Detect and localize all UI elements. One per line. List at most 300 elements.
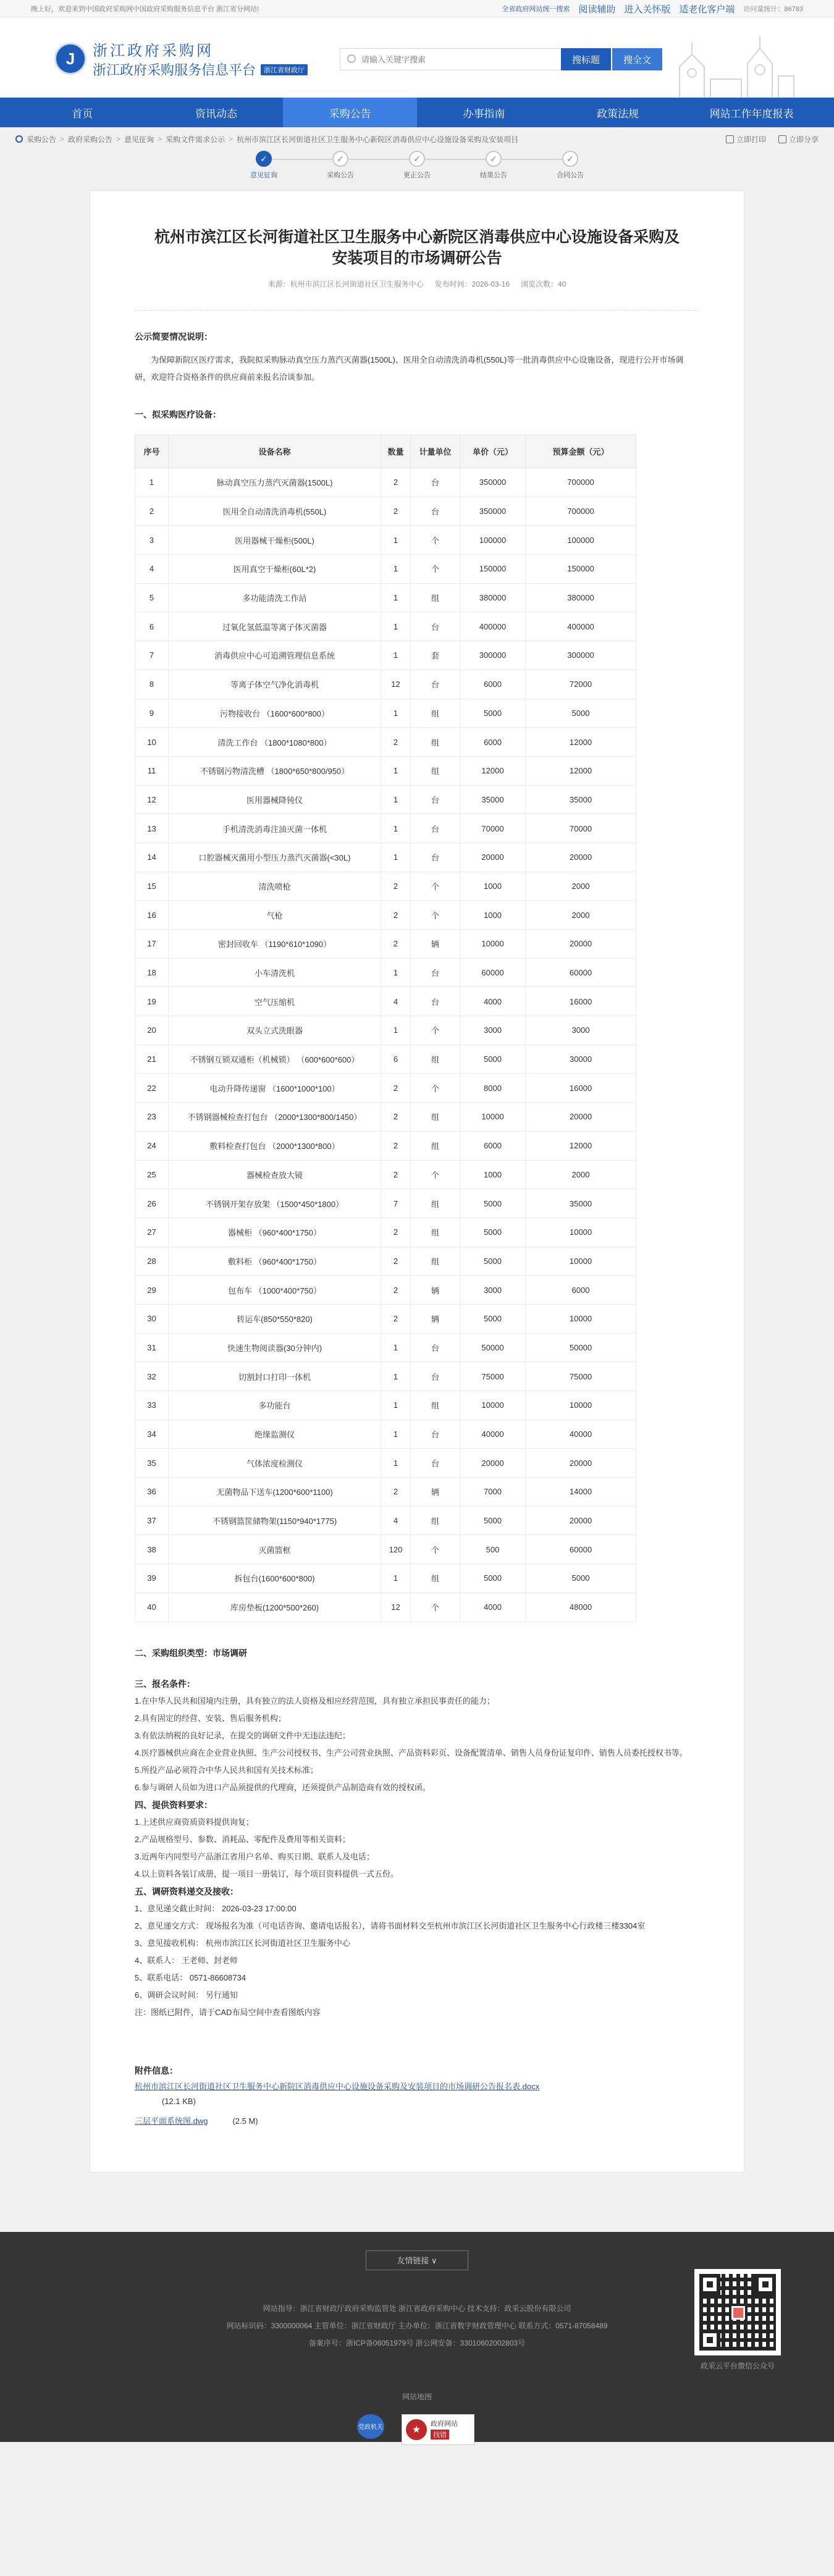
table-cell: 2 — [381, 901, 411, 930]
table-cell: 台 — [411, 987, 460, 1016]
table-cell: 28 — [135, 1247, 169, 1276]
table-cell: 2 — [135, 497, 169, 526]
table-row — [135, 843, 636, 872]
step-correction-notice[interactable]: ✓ 更正公告 — [379, 151, 455, 190]
table-cell: 3000 — [460, 1276, 526, 1305]
nav-home[interactable]: 首页 — [72, 107, 93, 120]
table-cell: 150000 — [526, 555, 636, 584]
check-icon: ✓ — [256, 151, 272, 167]
equipment-table — [135, 434, 636, 1622]
table-cell: 台 — [411, 958, 460, 987]
care-version-link[interactable]: 进入关怀版 — [624, 4, 671, 15]
table-cell: 38 — [135, 1535, 169, 1564]
table-row — [135, 728, 636, 757]
table-cell: 20000 — [526, 1103, 636, 1132]
table-cell: 2 — [381, 1160, 411, 1189]
table-cell: 30000 — [526, 1045, 636, 1074]
procurement-progress — [15, 151, 819, 190]
table-cell: 1 — [381, 785, 411, 814]
table-cell: 24 — [135, 1131, 169, 1160]
table-cell: 6000 — [460, 1131, 526, 1160]
table-cell: 16000 — [526, 987, 636, 1016]
table-cell: 400000 — [460, 612, 526, 641]
table-cell: 不锈钢篮筐储物架(1150*940*1775) — [169, 1506, 381, 1535]
table-cell: 敷料检查打包台 （2000*1300*800） — [169, 1131, 381, 1160]
table-row — [135, 1535, 636, 1564]
intro-heading: 公示简要情况说明： — [135, 332, 213, 342]
table-cell: 个 — [411, 901, 460, 930]
share-icon — [778, 135, 786, 143]
table-row — [135, 1333, 636, 1362]
table-cell: 辆 — [411, 1276, 460, 1305]
main-nav — [0, 98, 834, 127]
gov-site-error-report[interactable]: ★ 政府网站 找错 — [402, 2414, 474, 2445]
table-cell: 切割封口打印一体机 — [169, 1362, 381, 1391]
table-cell: 4000 — [460, 987, 526, 1016]
table-cell: 60000 — [526, 1535, 636, 1564]
table-cell: 2 — [381, 1478, 411, 1507]
step-consultation[interactable]: ✓ 意见征询 — [225, 151, 302, 190]
table-cell: 组 — [411, 1045, 460, 1074]
breadcrumb-item[interactable]: 采购公告 — [27, 135, 57, 144]
site-tag: 浙江省财政厅 — [261, 64, 308, 75]
table-cell: 10000 — [460, 1391, 526, 1420]
table-cell: 1 — [381, 583, 411, 612]
table-cell: 380000 — [526, 583, 636, 612]
table-cell: 5000 — [460, 1189, 526, 1218]
table-cell: 10000 — [526, 1218, 636, 1247]
table-cell: 医用全自动清洗消毒机(550L) — [169, 497, 381, 526]
table-cell: 过氧化氢低温等离子体灭菌器 — [169, 612, 381, 641]
table-cell: 4000 — [460, 1593, 526, 1622]
table-cell: 23 — [135, 1103, 169, 1132]
table-cell: 2 — [381, 1304, 411, 1333]
table-cell: 3000 — [460, 1016, 526, 1045]
table-cell: 10000 — [526, 1391, 636, 1420]
table-cell: 27 — [135, 1218, 169, 1247]
article-meta: 来源：杭州市滨江区长河街道社区卫生服务中心 发布时间：2026-03-16 浏览次数：40 — [135, 279, 699, 311]
table-row — [135, 699, 636, 728]
table-cell: 40 — [135, 1593, 169, 1622]
table-cell: 5000 — [460, 1564, 526, 1593]
attachment-list — [135, 2079, 699, 2129]
table-cell: 7 — [381, 1189, 411, 1218]
table-cell: 37 — [135, 1506, 169, 1535]
table-cell: 组 — [411, 1391, 460, 1420]
site-logo[interactable] — [54, 38, 308, 79]
table-row — [135, 756, 636, 785]
table-cell: 50000 — [460, 1333, 526, 1362]
table-row — [135, 814, 636, 843]
table-cell: 2 — [381, 1218, 411, 1247]
table-cell: 辆 — [411, 1478, 460, 1507]
table-cell: 1 — [381, 1564, 411, 1593]
table-cell: 150000 — [460, 555, 526, 584]
table-cell: 无菌物品下送车(1200*600*1100) — [169, 1478, 381, 1507]
table-cell: 120 — [381, 1535, 411, 1564]
table-cell: 个 — [411, 872, 460, 901]
table-cell: 器械检查放大镜 — [169, 1160, 381, 1189]
table-cell: 12 — [135, 785, 169, 814]
table-cell: 清洗工作台 （1800*1080*800） — [169, 728, 381, 757]
table-cell: 7000 — [460, 1478, 526, 1507]
table-cell: 72000 — [526, 670, 636, 699]
table-cell: 20000 — [526, 1449, 636, 1478]
table-cell: 1 — [381, 526, 411, 555]
search-bar — [340, 48, 662, 70]
table-cell: 100000 — [460, 526, 526, 555]
table-cell: 1000 — [460, 1160, 526, 1189]
table-cell: 转运车(850*550*820) — [169, 1304, 381, 1333]
table-cell: 17 — [135, 930, 169, 959]
col-header: 设备名称 — [169, 435, 381, 468]
table-cell: 70000 — [460, 814, 526, 843]
table-row — [135, 1420, 636, 1449]
table-cell: 1 — [381, 1333, 411, 1362]
table-cell: 12000 — [526, 728, 636, 757]
nav-news[interactable]: 资讯动态 — [195, 107, 237, 120]
table-row — [135, 1189, 636, 1218]
table-row — [135, 526, 636, 555]
check-icon: ✓ — [332, 151, 348, 167]
step-procurement-notice[interactable]: ✓ 采购公告 — [302, 151, 379, 190]
table-cell: 5000 — [526, 699, 636, 728]
table-cell: 4 — [381, 1506, 411, 1535]
table-cell: 2000 — [526, 901, 636, 930]
table-cell: 12 — [381, 1593, 411, 1622]
table-row — [135, 1449, 636, 1478]
table-row — [135, 1276, 636, 1305]
page-title: 杭州市滨江区长河街道社区卫生服务中心新院区消毒供应中心设施设备采购及安装项目的市场调研公告 — [154, 229, 680, 267]
submission-item: 5、联系电话： 0571-86608734 — [135, 1972, 246, 1982]
breadcrumb-item[interactable]: 政府采购公告 — [68, 135, 113, 144]
gov-search-link[interactable]: 全省政府网站统一搜索 — [502, 6, 570, 13]
table-cell: 电动升降传递窗 （1600*1000*100） — [169, 1074, 381, 1103]
table-cell: 31 — [135, 1333, 169, 1362]
site-map-link[interactable]: 网站地图 — [402, 2392, 432, 2401]
site-header — [0, 17, 834, 98]
site-title: 浙江政府采购网 — [93, 43, 214, 59]
emblem-icon: J — [54, 43, 86, 75]
table-cell: 台 — [411, 1333, 460, 1362]
submission-note: 注：图纸已附件，请于CAD布局空间中查看图纸内容 — [135, 2007, 321, 2017]
section-materials-heading: 四、提供资料要求： — [135, 1799, 213, 1810]
table-cell: 2 — [381, 468, 411, 497]
table-cell: 台 — [411, 497, 460, 526]
search-input[interactable] — [340, 48, 561, 70]
table-cell: 5000 — [460, 699, 526, 728]
table-cell: 台 — [411, 468, 460, 497]
table-cell: 脉动真空压力蒸汽灭菌器(1500L) — [169, 468, 381, 497]
print-button[interactable]: 立即打印 — [726, 134, 766, 145]
table-cell: 器械柜 （960*400*1750） — [169, 1218, 381, 1247]
table-cell: 75000 — [526, 1362, 636, 1391]
table-cell: 等离子体空气净化消毒机 — [169, 670, 381, 699]
col-header: 预算金额（元） — [526, 435, 636, 468]
table-cell: 6000 — [460, 670, 526, 699]
table-cell: 16000 — [526, 1074, 636, 1103]
table-row — [135, 930, 636, 959]
nav-annual-report[interactable]: 网站工作年度报表 — [709, 107, 794, 120]
table-cell: 4 — [135, 555, 169, 584]
table-cell: 手机清洗消毒注油灭菌一体机 — [169, 814, 381, 843]
table-cell: 1 — [381, 1362, 411, 1391]
table-cell: 台 — [411, 1449, 460, 1478]
col-header: 计量单位 — [411, 435, 460, 468]
col-header: 单价（元） — [460, 435, 526, 468]
table-cell: 500 — [460, 1535, 526, 1564]
breadcrumb-current: 杭州市滨江区长河街道社区卫生服务中心新院区消毒供应中心设施设备采购及安装项目 — [237, 135, 519, 144]
table-cell: 敷料柜 （960*400*1750） — [169, 1247, 381, 1276]
table-row — [135, 1103, 636, 1132]
table-cell: 75000 — [460, 1362, 526, 1391]
table-cell: 台 — [411, 1420, 460, 1449]
table-cell: 2 — [381, 728, 411, 757]
table-row — [135, 1131, 636, 1160]
table-cell: 组 — [411, 1247, 460, 1276]
table-cell: 2 — [381, 1074, 411, 1103]
table-cell: 19 — [135, 987, 169, 1016]
nav-policy[interactable]: 政策法规 — [597, 107, 639, 120]
table-cell: 2000 — [526, 872, 636, 901]
table-cell: 台 — [411, 1362, 460, 1391]
submission-item: 3、意见接收机构： 杭州市滨江区长河街道社区卫生服务中心 — [135, 1938, 350, 1948]
friendly-links-dropdown[interactable]: 友情链接 ∨ — [366, 2250, 468, 2270]
aging-client-link[interactable]: 适老化客户端 — [679, 4, 735, 15]
table-cell: 1 — [381, 843, 411, 872]
table-cell: 700000 — [526, 468, 636, 497]
location-icon — [15, 135, 23, 143]
table-row — [135, 555, 636, 584]
table-cell: 台 — [411, 612, 460, 641]
table-cell: 14000 — [526, 1478, 636, 1507]
table-row — [135, 1218, 636, 1247]
table-cell: 25 — [135, 1160, 169, 1189]
table-cell: 小车清洗机 — [169, 958, 381, 987]
table-cell: 台 — [411, 843, 460, 872]
table-row — [135, 497, 636, 526]
article-container — [90, 190, 744, 2173]
material-item: 2.产品规格型号、参数、消耗品、零配件及费用等相关资料； — [135, 1834, 350, 1844]
table-cell: 污物接收台 （1600*600*800） — [169, 699, 381, 728]
step-result-notice[interactable]: ✓ 结果公告 — [455, 151, 532, 190]
table-cell: 21 — [135, 1045, 169, 1074]
attachment-size: (2.5 M) — [232, 2116, 258, 2126]
table-row — [135, 1304, 636, 1333]
table-row — [135, 785, 636, 814]
table-row — [135, 1391, 636, 1420]
table-cell: 医用器械降钝仪 — [169, 785, 381, 814]
table-cell: 700000 — [526, 497, 636, 526]
attachments-heading: 附件信息： — [135, 2065, 178, 2076]
table-row — [135, 468, 636, 497]
table-cell: 密封回收车 （1190*610*1090） — [169, 930, 381, 959]
table-cell: 库房垫板(1200*500*260) — [169, 1593, 381, 1622]
table-row — [135, 1247, 636, 1276]
search-fulltext-button[interactable]: 搜全文 — [612, 48, 662, 70]
attachment-link[interactable]: 杭州市滨江区长河街道社区卫生服务中心新院区消毒供应中心设施设备采购及安装项目的市场调研公告报名表.docx — [135, 2081, 540, 2091]
qr-code-icon — [694, 2269, 781, 2355]
table-cell: 不锈钢开架存放架 （1500*450*1800） — [169, 1189, 381, 1218]
table-cell: 32 — [135, 1362, 169, 1391]
breadcrumb-item[interactable]: 意见征询 — [124, 135, 154, 144]
table-cell: 组 — [411, 699, 460, 728]
submission-item: 6、调研会议时间： 另行通知 — [135, 1990, 238, 2000]
table-cell: 35000 — [526, 785, 636, 814]
table-cell: 2 — [381, 1103, 411, 1132]
table-cell: 消毒供应中心可追溯管理信息系统 — [169, 641, 381, 670]
table-cell: 组 — [411, 1103, 460, 1132]
table-cell: 7 — [135, 641, 169, 670]
table-cell: 380000 — [460, 583, 526, 612]
table-cell: 60000 — [526, 958, 636, 987]
table-cell: 1 — [381, 1391, 411, 1420]
table-cell: 8 — [135, 670, 169, 699]
table-row — [135, 1362, 636, 1391]
material-item: 4.以上资料各装订成册，提一项目一册装订，每个项目资料提供一式五份。 — [135, 1869, 398, 1879]
table-cell: 包布车 （1000*400*750） — [169, 1276, 381, 1305]
article-date: 2026-03-16 — [471, 280, 510, 288]
breadcrumb-item[interactable]: 采购文件需求公示 — [166, 135, 225, 144]
condition-item: 3.有依法纳税的良好记录，在提交的调研文件中无违法违纪； — [135, 1730, 350, 1740]
table-cell: 12000 — [526, 1131, 636, 1160]
table-cell: 9 — [135, 699, 169, 728]
condition-item: 6.参与调研人员如为进口产品须提供的代理商，还须提供产品制造商有效的授权函。 — [135, 1782, 431, 1792]
condition-item: 2.具有固定的经营、安装、售后服务机构； — [135, 1713, 286, 1723]
table-cell: 350000 — [460, 497, 526, 526]
table-cell: 1 — [381, 699, 411, 728]
table-cell: 20000 — [460, 1449, 526, 1478]
table-cell: 12000 — [460, 756, 526, 785]
site-footer — [0, 2232, 834, 2442]
reading-aid-link[interactable]: 阅读辅助 — [578, 4, 616, 15]
article-source: 杭州市滨江区长河街道社区卫生服务中心 — [290, 280, 424, 288]
table-row — [135, 583, 636, 612]
table-cell: 辆 — [411, 1304, 460, 1333]
nav-procurement-notices[interactable]: 采购公告 — [283, 98, 417, 127]
table-cell: 2 — [381, 1247, 411, 1276]
table-cell: 多功能清洗工作站 — [169, 583, 381, 612]
table-cell: 20000 — [526, 930, 636, 959]
table-cell: 300000 — [526, 641, 636, 670]
table-cell: 40000 — [526, 1420, 636, 1449]
building-decoration-icon — [667, 30, 797, 98]
table-cell: 台 — [411, 785, 460, 814]
check-icon: ✓ — [562, 151, 578, 167]
table-cell: 灭菌篮框 — [169, 1535, 381, 1564]
site-subtitle: 浙江政府采购服务信息平台 — [93, 62, 256, 78]
table-cell: 13 — [135, 814, 169, 843]
table-row — [135, 1045, 636, 1074]
table-cell: 300000 — [460, 641, 526, 670]
table-row — [135, 1593, 636, 1622]
table-row — [135, 670, 636, 699]
table-cell: 个 — [411, 1593, 460, 1622]
table-cell: 18 — [135, 958, 169, 987]
table-cell: 34 — [135, 1420, 169, 1449]
section-org-type: 二、采购组织类型：市场调研 — [135, 1648, 247, 1658]
table-cell: 4 — [381, 987, 411, 1016]
table-cell: 组 — [411, 1506, 460, 1535]
col-header: 数量 — [381, 435, 411, 468]
table-cell: 22 — [135, 1074, 169, 1103]
search-title-button[interactable]: 搜标题 — [561, 48, 611, 70]
table-cell: 5000 — [460, 1506, 526, 1535]
table-cell: 20000 — [460, 843, 526, 872]
table-cell: 组 — [411, 1189, 460, 1218]
table-cell: 26 — [135, 1189, 169, 1218]
table-cell: 5000 — [460, 1045, 526, 1074]
table-cell: 组 — [411, 583, 460, 612]
table-cell: 39 — [135, 1564, 169, 1593]
table-cell: 个 — [411, 1160, 460, 1189]
top-bar — [0, 0, 834, 17]
table-cell: 6000 — [526, 1276, 636, 1305]
table-row — [135, 987, 636, 1016]
table-cell: 15 — [135, 872, 169, 901]
condition-item: 4.医疗器械供应商在企业营业执照、生产公司授权书、生产公司营业执照、产品资料彩页、设备配置清单、销售人员身份证复印件、销售人员委托授权书等。 — [135, 1748, 688, 1757]
table-cell: 1 — [381, 1016, 411, 1045]
table-cell: 3 — [135, 526, 169, 555]
printer-icon — [726, 135, 734, 143]
article-views: 40 — [558, 280, 567, 288]
table-cell: 10 — [135, 728, 169, 757]
table-cell: 20000 — [526, 843, 636, 872]
conditions-block — [135, 1675, 699, 2021]
table-cell: 35000 — [526, 1189, 636, 1218]
table-row — [135, 612, 636, 641]
table-cell: 3000 — [526, 1016, 636, 1045]
table-cell: 组 — [411, 1131, 460, 1160]
attachment-size: (12.1 KB) — [162, 2096, 196, 2106]
table-cell: 个 — [411, 1016, 460, 1045]
qr-label: 政采云平台微信公众号 — [700, 2361, 775, 2370]
table-cell: 1000 — [460, 901, 526, 930]
table-cell: 台 — [411, 670, 460, 699]
table-cell: 400000 — [526, 612, 636, 641]
table-row — [135, 901, 636, 930]
table-cell: 12 — [381, 670, 411, 699]
section-submission-heading: 五、调研资料递交及接收： — [135, 1886, 238, 1896]
table-cell: 个 — [411, 526, 460, 555]
table-cell: 20 — [135, 1016, 169, 1045]
table-cell: 个 — [411, 555, 460, 584]
table-cell: 个 — [411, 1074, 460, 1103]
share-button[interactable]: 立即分享 — [778, 134, 819, 145]
table-row — [135, 872, 636, 901]
table-cell: 50000 — [526, 1333, 636, 1362]
party-gov-badge-icon[interactable]: 党政机关 — [357, 2414, 384, 2439]
nav-guide[interactable]: 办事指南 — [463, 107, 505, 120]
table-cell: 48000 — [526, 1593, 636, 1622]
table-cell: 33 — [135, 1391, 169, 1420]
condition-item: 5.所投产品必须符合中华人民共和国有关技术标准； — [135, 1765, 318, 1775]
table-cell: 1 — [135, 468, 169, 497]
step-contract-notice[interactable]: ✓ 合同公告 — [532, 151, 609, 190]
table-cell: 30 — [135, 1304, 169, 1333]
table-cell: 1 — [381, 555, 411, 584]
table-cell: 2 — [381, 497, 411, 526]
table-cell: 2 — [381, 1131, 411, 1160]
table-cell: 2 — [381, 930, 411, 959]
attachment-link[interactable]: 三层平面系统图.dwg — [135, 2116, 208, 2126]
table-cell: 12000 — [526, 756, 636, 785]
table-cell: 1 — [381, 814, 411, 843]
table-cell: 70000 — [526, 814, 636, 843]
material-item: 1.上述供应商资质资料提供询复； — [135, 1817, 254, 1827]
table-cell: 快速生物阅读器(30分钟内) — [169, 1333, 381, 1362]
table-cell: 29 — [135, 1276, 169, 1305]
